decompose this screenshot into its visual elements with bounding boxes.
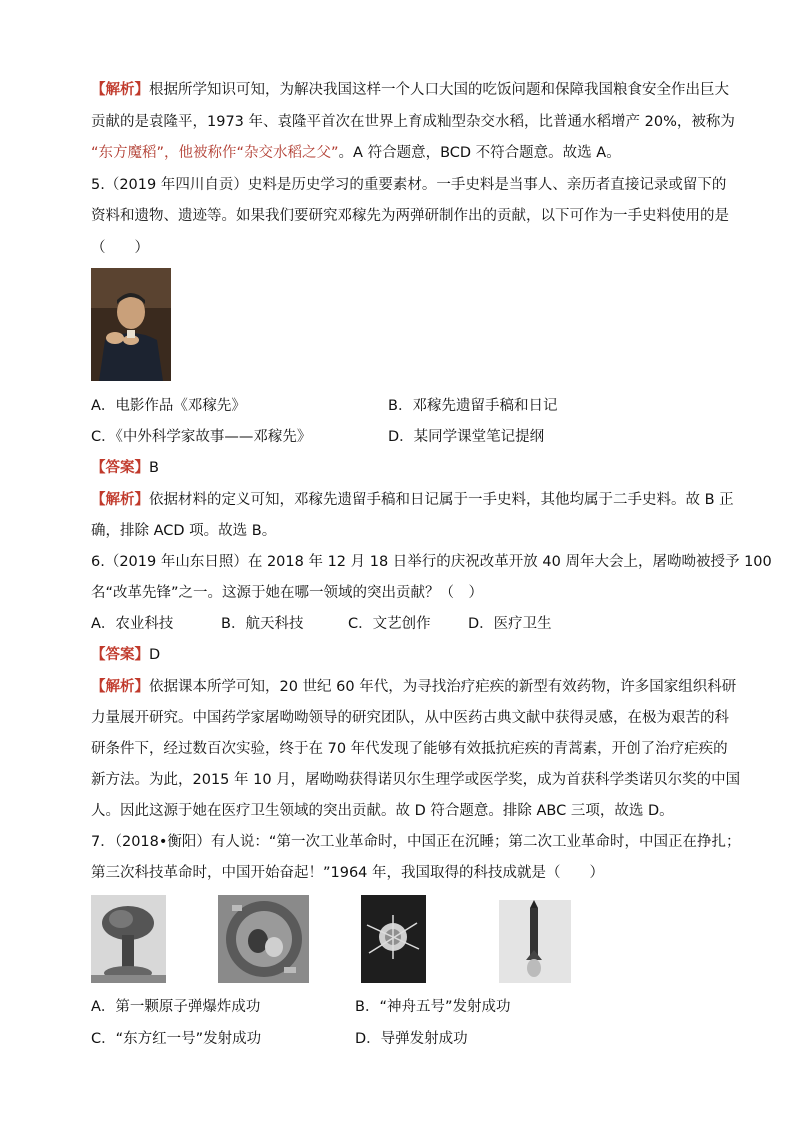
q5-option-a: A．电影作品《邓稼先》 [91, 398, 246, 414]
q7-option-a: A．第一颗原子弹爆炸成功 [91, 999, 261, 1015]
q5-analysis-line-2: 确，排除 ACD 项。故选 B。 [91, 523, 277, 539]
q6-option-a: A．农业科技 [91, 616, 174, 632]
q6-analysis-line-2: 力量展开研究。中国药学家屠呦呦领导的研究团队，从中医药古典文献中获得灵感，在极为艰苦的科 [91, 710, 729, 726]
q6-answer-value: D [149, 647, 161, 663]
q4-analysis-line-1 [91, 80, 729, 100]
q6-option-d: D．医疗卫生 [468, 616, 552, 632]
q4-highlight-text: “东方魔稻”，他被称作“杂交水稻之父” [91, 145, 339, 161]
q6-option-b: B．航天科技 [221, 616, 304, 632]
q7-option-b: B．“神舟五号”发射成功 [355, 999, 511, 1015]
satellite-photo [361, 895, 426, 983]
q6-answer [91, 645, 160, 665]
q5-option-b: B．邓稼先遗留手稿和日记 [388, 398, 558, 414]
analysis-tag: 【解析】 [91, 679, 149, 695]
q5-answer [91, 458, 159, 478]
q6-option-c: C．文艺创作 [348, 616, 431, 632]
q6-analysis-line-3: 研条件下，经过数百次实验，终于在 70 年代发现了能够有效抵抗疟疾的青蒿素，开创了治疗疟疾的 [91, 741, 728, 757]
deng-jiaxian-photo [91, 268, 171, 381]
q6-analysis-line-1 [91, 677, 736, 697]
q5-answer-value: B [149, 460, 159, 476]
q6-analysis-text: 依据课本所学可知，20 世纪 60 年代，为寻找治疗疟疾的新型有效药物，许多国家组织科研 [149, 679, 737, 695]
q5-analysis-text: 依据材料的定义可知，邓稼先遗留手稿和日记属于一手史料，其他均属于二手史料。故 B 正 [149, 492, 734, 508]
q4-analysis-text: 根据所学知识可知，为解决我国这样一个人口大国的吃饭问题和保障我国粮食安全作出巨大 [149, 82, 729, 98]
analysis-tag: 【解析】 [91, 82, 149, 98]
q6-stem-line-2: 名“改革先锋”之一。这源于她在哪一领域的突出贡献？（ ） [91, 585, 484, 601]
q6-analysis-line-4: 新方法。为此，2015 年 10 月，屠呦呦获得诺贝尔生理学或医学奖，成为首获科学类诺贝尔奖的中国 [91, 772, 741, 788]
answer-tag: 【答案】 [91, 460, 149, 476]
q4-analysis-line-2: 贡献的是袁隆平，1973 年、袁隆平首次在世界上育成籼型杂交水稻，比普通水稻增产 20%，被称为 [91, 114, 735, 130]
q5-stem-line-1: 5.（2019 年四川自贡）史料是历史学习的重要素材。一手史料是当事人、亲历者直接记录或留下的 [91, 177, 727, 193]
q5-stem-line-2: 资料和遗物、遗迹等。如果我们要研究邓稼先为两弹研制作出的贡献，以下可作为一手史料使用的是 [91, 208, 729, 224]
q5-option-c: C．《中外科学家故事——邓稼先》 [91, 429, 312, 445]
spacecraft-cabin-photo [218, 895, 309, 983]
q7-stem-line-1: 7．（2018•衡阳）有人说：“第一次工业革命时，中国正在沉睡；第二次工业革命时，中国正在挣扎； [91, 834, 741, 850]
q5-stem-line-3: （ ） [91, 240, 149, 256]
q7-stem-line-2: 第三次科技革命时，中国开始奋起！”1964 年，我国取得的科技成就是（ ） [91, 865, 605, 881]
q6-stem-line-1: 6.（2019 年山东日照）在 2018 年 12 月 18 日举行的庆祝改革开放 40 周年大会上，屠呦呦被授予 100 [91, 554, 772, 570]
mushroom-cloud-photo [91, 895, 166, 983]
q7-option-c: C．“东方红一号”发射成功 [91, 1031, 262, 1047]
q6-analysis-line-5: 人。因此这源于她在医疗卫生领域的突出贡献。故 D 符合题意。排除 ABC 三项，故选 D。 [91, 803, 674, 819]
analysis-tag: 【解析】 [91, 492, 149, 508]
q5-analysis-line-1 [91, 490, 734, 510]
answer-tag: 【答案】 [91, 647, 149, 663]
q7-option-d: D．导弹发射成功 [355, 1031, 468, 1047]
missile-photo [499, 900, 571, 983]
q5-option-d: D．某同学课堂笔记提纲 [388, 429, 545, 445]
q4-conclusion-text: 。A 符合题意，BCD 不符合题意。故选 A。 [338, 145, 621, 161]
q4-analysis-line-3 [91, 143, 621, 163]
